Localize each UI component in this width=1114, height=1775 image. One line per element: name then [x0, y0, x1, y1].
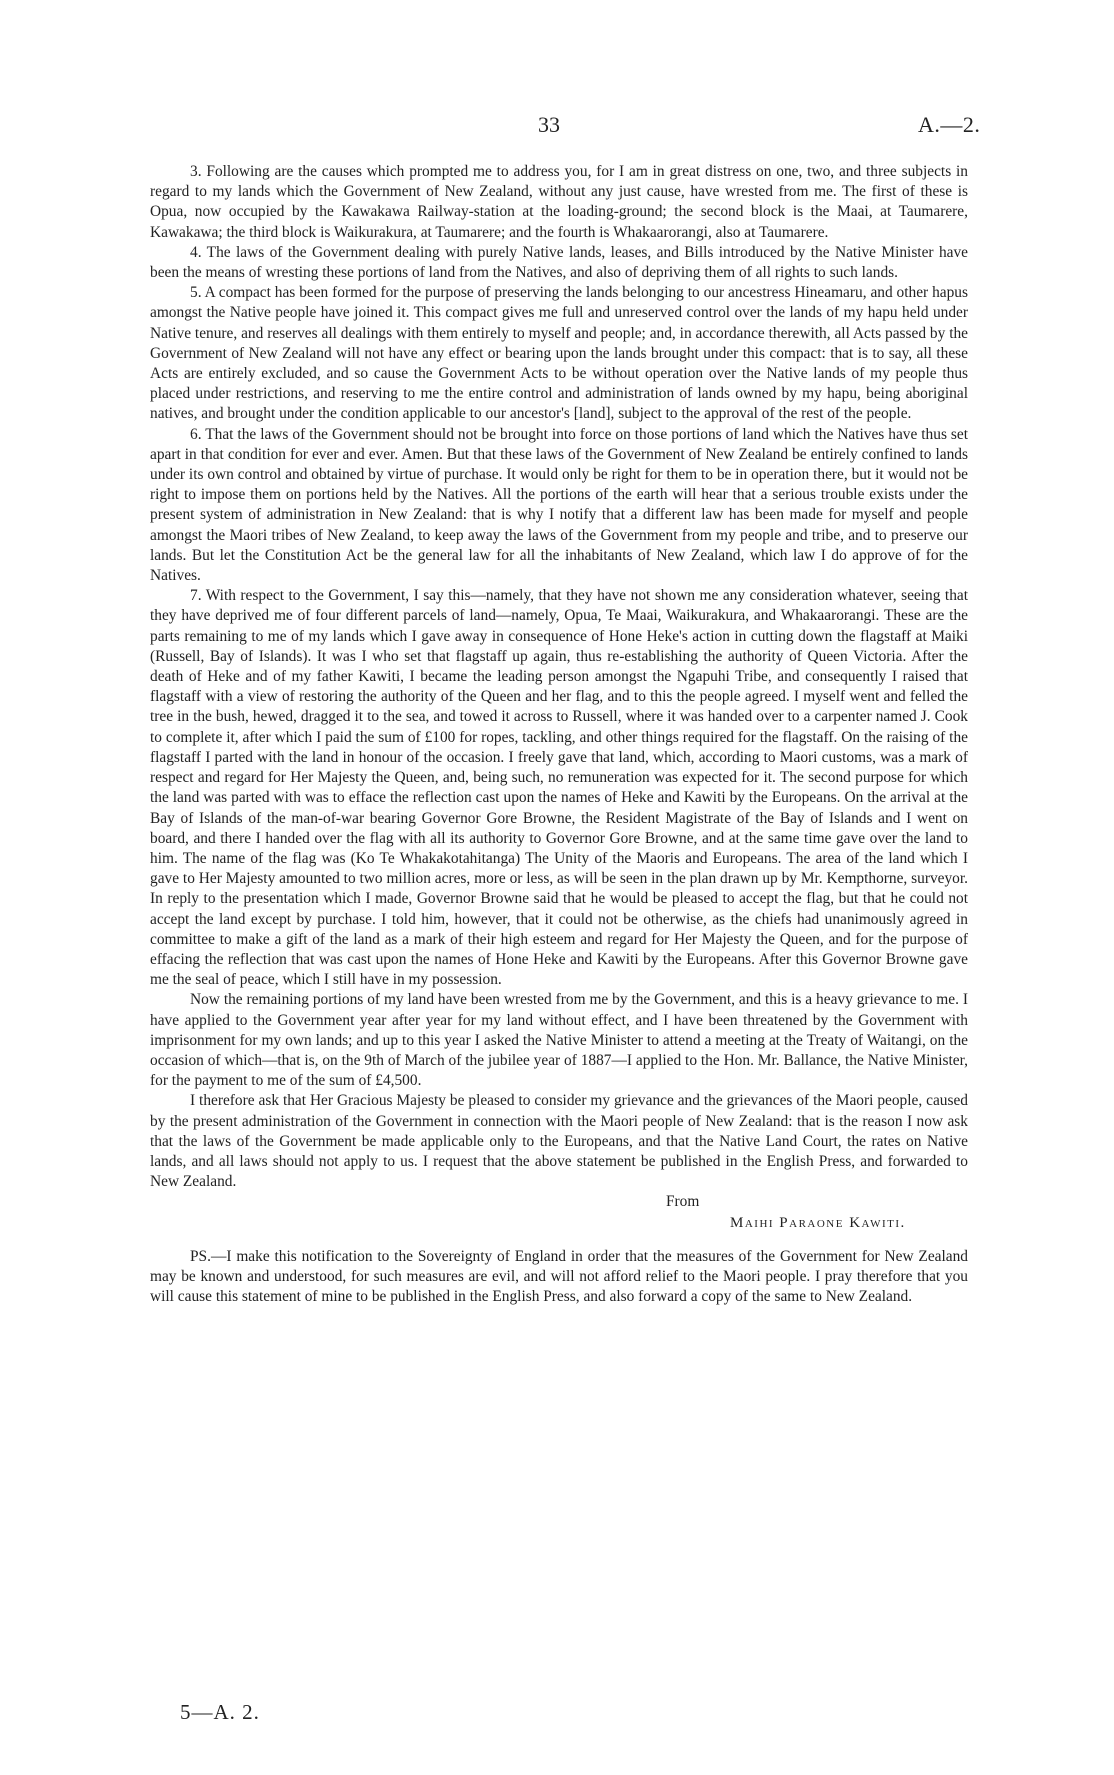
paragraph-7: 7. With respect to the Government, I say this—namely, that they have not shown me any consideration whatever, seeing that they have deprived me of four different parcels of land—namely, Opua, Te Maai, Waikurakura, and Whakaarorangi. These are the parts remaining to me of my lands which I gave away in consequence of Hone Heke's action in cutting down the flagstaff at Maiki (Russell, Bay of Islands). It was I who set that flagstaff up again, thus re-establishing the authority of Queen Victoria. After the death of Heke and of my father Kawiti, I became the leading person amongst the Ngapuhi Tribe, and consequently I raised that flagstaff with a view of restoring the authority of the Queen and her flag, and to this the people agreed. I myself went and felled the tree in the bush, hewed, dragged it to the sea, and towed it across to Russell, where it was handed over to a carpenter named J. Cook to complete it, after which I paid the sum of £100 for ropes, tackling, and other things required for the flagstaff. On the raising of the flagstaff I parted with the land in honour of the occasion. I freely gave that land, which, according to Maori customs, was a mark of respect and regard for Her Majesty the Queen, and, being such, no remuneration was expected for it. The second purpose for which the land was parted with was to efface the reflection cast upon the names of Heke and Kawiti by the Europeans. On the arrival at the Bay of Islands of the man-of-war bearing Governor Gore Browne, the Resident Magistrate of the Bay of Islands and I went on board, and there I handed over the flag with all its authority to Governor Gore Browne, and at the same time gave over the land to him. The name of the flag was (Ko Te Whakakotahitanga) The Unity of the Maoris and Europeans. The area of the land which I gave to Her Majesty amounted to two million acres, more or less, as will be seen in the plan drawn up by Mr. Kempthorne, surveyor. In reply to the presentation which I made, Governor Browne said that he would be pleased to accept the flag, but that he could not accept the land except by purchase. I told him, however, that it could not be otherwise, as the chiefs had unanimously agreed in committee to make a gift of the land as a mark of their high esteem and regard for Her Majesty the Queen, and for the purpose of effacing the reflection that was cast upon the names of Hone Heke and Kawiti by the Europeans. After this Governor Browne gave me the seal of peace, which I still have in my possession. [150, 587, 968, 989]
paragraph-5: 5. A compact has been formed for the purpose of preserving the lands belonging to our ancestress Hineamaru, and other hapus amongst the Native people have joined it. This compact gives me full and unreserved control over the lands of my hapu held under Native tenure, and reserves all dealings with them entirely to myself and people; and, in accordance therewith, all Acts passed by the Government of New Zealand will not have any effect or bearing upon the lands brought under this compact: that is to say, all these Acts are entirely excluded, and so cause the Government Acts to be without operation over the Native lands of my people thus placed under restrictions, and reserving to me the entire control and administration of lands owned by my hapu, being aboriginal natives, and brought under the condition applicable to our ancestor's [land], subject to the approval of the rest of the people. [150, 284, 968, 423]
paragraph-remaining-land: Now the remaining portions of my land have been wrested from me by the Government, and this is a heavy grievance to me. I have applied to the Government year after year for my land without effect, and I have been threatened by the Government with imprisonment for my own lands; and up to this year I asked the Native Minister to attend a meeting at the Treaty of Waitangi, on the occasion of which—that is, on the 9th of March of the jubilee year of 1887—I applied to the Hon. Mr. Ballance, the Native Minister, for the payment to me of the sum of £4,500. [150, 991, 968, 1090]
document-reference: A.—2. [918, 112, 981, 137]
paragraph-6: 6. That the laws of the Government should not be brought into force on those portions of land which the Natives have thus set apart in that condition for ever and ever. Amen. But that these laws of the Government of New Zealand be entirely confined to lands under its own control and obtained by virtue of purchase. It would only be right for them to be in operation there, but it would not be right to impose them on portions held by the Natives. All the portions of the earth will hear that a serious trouble exists under the present system of administration in New Zealand: that is why I notify that a different law has been made for myself and people amongst the Maori tribes of New Zealand, to keep away the laws of the Government from my people and tribe, and to preserve our lands. But let the Constitution Act be the general law for all the inhabitants of New Zealand, which law I do approve of for the Natives. [150, 425, 968, 585]
signoff-from: From [666, 1193, 700, 1211]
document-body [150, 162, 968, 1307]
postscript: PS.—I make this notification to the Sovereignty of England in order that the measures of the Government for New Zealand may be known and understood, for such measures are evil, and will not afford relief to the Maori people. I pray therefore that you will cause this statement of mine to be published in the English Press, and also forward a copy of the same to New Zealand. [150, 1247, 968, 1306]
paragraph-request: I therefore ask that Her Gracious Majesty be pleased to consider my grievance and the grievances of the Maori people, caused by the present administration of the Government in connection with the Maori people of New Zealand: that is the reason I now ask that the laws of the Government be made applicable only to the Europeans, and that the Native Land Court, the rates on Native lands, and all laws should not apply to us. I request that the above statement be published in the English Press, and forwarded to New Zealand. [150, 1092, 968, 1191]
signature-mark: 5—A. 2. [180, 1700, 260, 1724]
signature: Maihi Paraone Kawiti. [730, 1214, 906, 1231]
page-number: 33 [538, 112, 560, 137]
paragraph-3: 3. Following are the causes which prompted me to address you, for I am in great distress on one, two, and three subjects in regard to my lands which the Government of New Zealand, without any just cause, have wrested from me. The first of these is Opua, now occupied by the Kawakawa Railway-station at the loading-ground; the second block is the Maai, at Taumarere, Kawakawa; the third block is Waikurakura, at Taumarere; and the fourth is Whakaarorangi, also at Taumarere. [150, 163, 968, 241]
paragraph-4: 4. The laws of the Government dealing with purely Native lands, leases, and Bills introduced by the Native Minister have been the means of wresting these portions of land from the Natives, and also of depriving them of all rights to such lands. [150, 243, 968, 282]
